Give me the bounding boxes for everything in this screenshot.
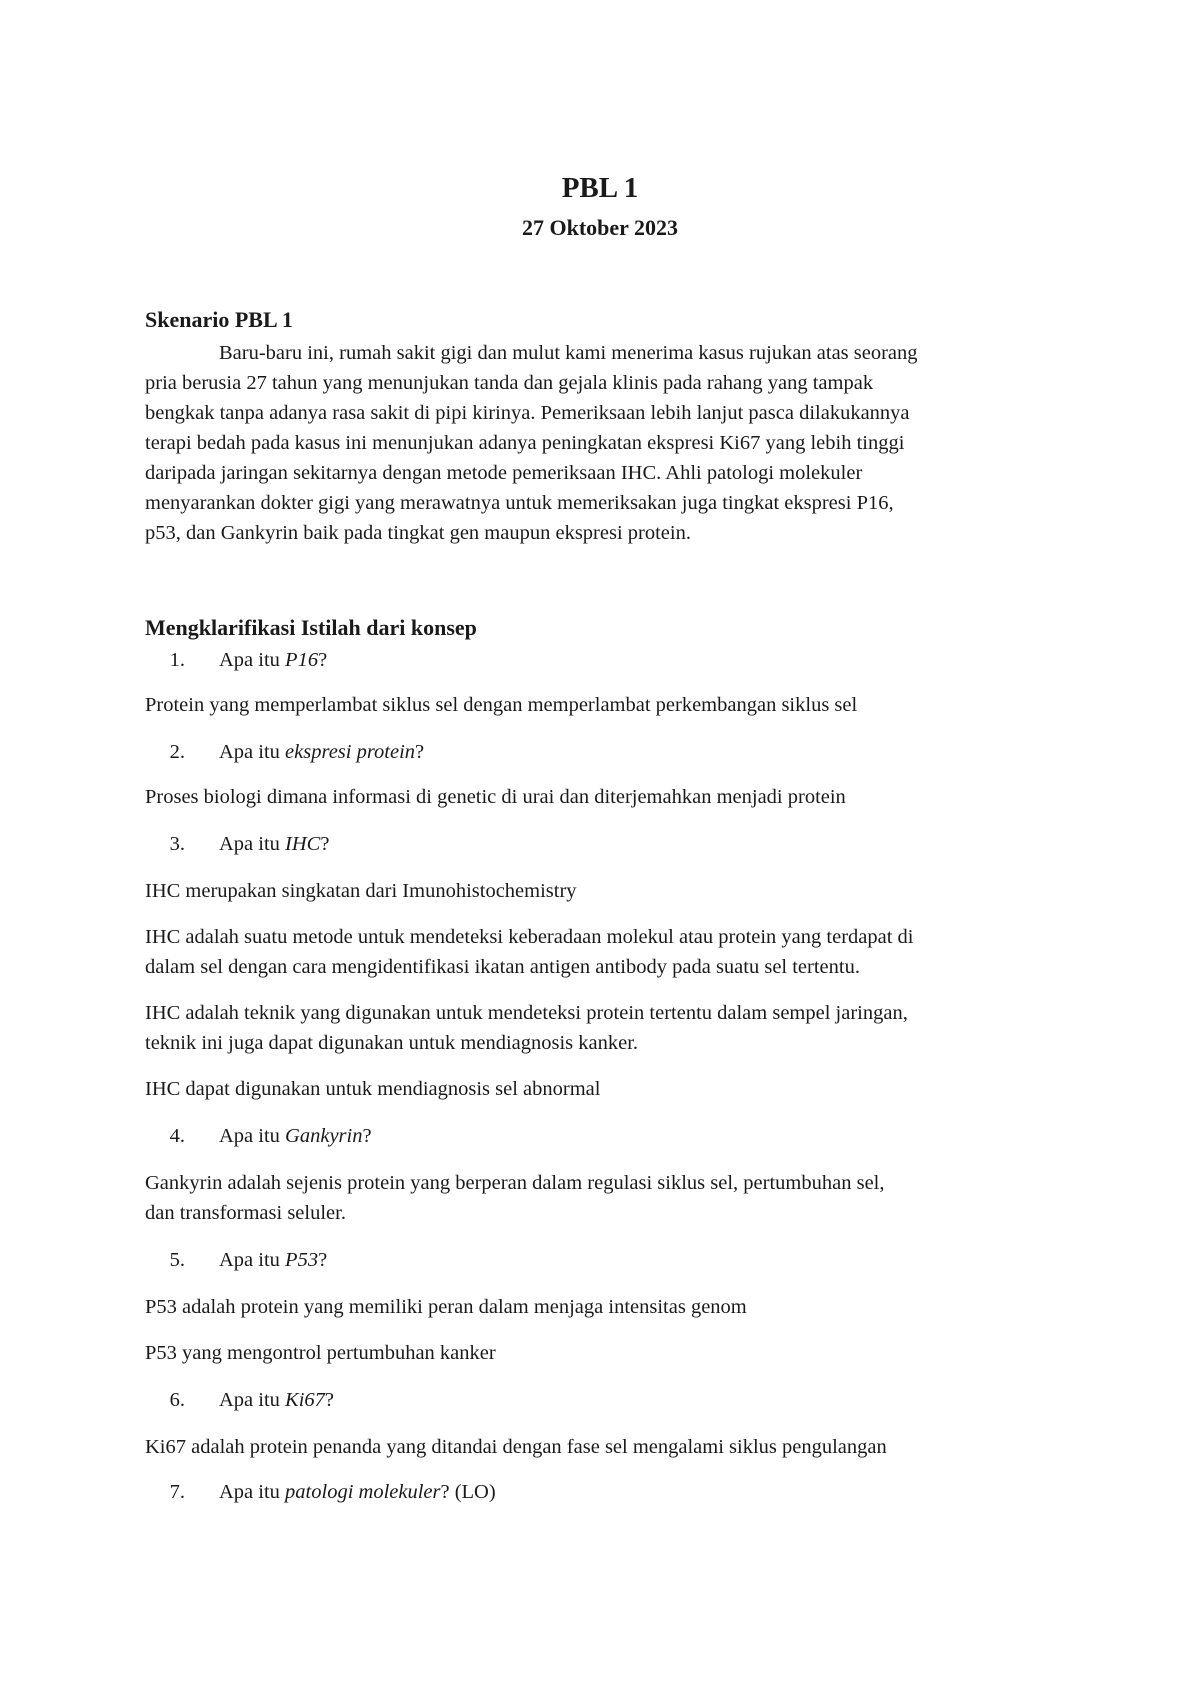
scenario-line: terapi bedah pada kasus ini menunjukan adanya peningkatan ekspresi Ki67 yang lebih tinggi <box>145 432 905 454</box>
answer-text: Protein yang memperlambat siklus sel dengan memperlambat perkembangan siklus sel <box>145 694 858 716</box>
answer-text: IHC dapat digunakan untuk mendiagnosis sel abnormal <box>145 1078 601 1100</box>
question-number: 5. <box>169 1249 185 1271</box>
question-item <box>145 1386 334 1414</box>
question-suffix: ? (LO) <box>440 1481 496 1503</box>
answer-text: P53 adalah protein yang memiliki peran dalam menjaga intensitas genom <box>145 1296 747 1318</box>
answer-line: IHC adalah suatu metode untuk mendeteksi keberadaan molekul atau protein yang terdapat di <box>145 926 914 948</box>
question-term: P53 <box>285 1249 319 1271</box>
question-number: 1. <box>169 649 185 671</box>
question-item <box>145 1246 327 1274</box>
answer-text: Ki67 adalah protein penanda yang ditandai dengan fase sel mengalami siklus pengulangan <box>145 1436 887 1458</box>
question-term: P16 <box>285 649 319 671</box>
question-term: Gankyrin <box>285 1125 363 1147</box>
answer-line: Gankyrin adalah sejenis protein yang berperan dalam regulasi siklus sel, pertumbuhan sel, <box>145 1172 885 1194</box>
question-term: ekspresi protein <box>285 741 416 763</box>
question-suffix: ? <box>324 1389 335 1411</box>
question-term: Ki67 <box>285 1389 325 1411</box>
question-number: 2. <box>169 741 185 763</box>
scenario-line: Baru-baru ini, rumah sakit gigi dan mulut kami menerima kasus rujukan atas seorang <box>219 342 918 364</box>
question-prefix: Apa itu <box>219 1481 286 1503</box>
answer-paragraph <box>145 922 914 982</box>
question-number: 3. <box>169 833 185 855</box>
question-item <box>145 830 329 858</box>
scenario-paragraph <box>145 338 1085 548</box>
answer-text: IHC merupakan singkatan dari Imunohistochemistry <box>145 880 577 902</box>
question-suffix: ? <box>318 649 328 671</box>
scenario-heading: Skenario PBL 1 <box>145 307 293 332</box>
document-date: 27 Oktober 2023 <box>521 215 679 240</box>
answer-paragraph <box>145 1168 885 1228</box>
question-number: 6. <box>169 1389 185 1411</box>
answer-line: dalam sel dengan cara mengidentifikasi ikatan antigen antibody pada suatu sel tertentu. <box>145 956 860 978</box>
question-suffix: ? <box>415 741 425 763</box>
scenario-line: menyarankan dokter gigi yang merawatnya untuk memeriksakan juga tingkat ekspresi P16, <box>145 492 894 514</box>
question-term: IHC <box>285 833 321 855</box>
scenario-line: daripada jaringan sekitarnya dengan metode pemeriksaan IHC. Ahli patologi molekuler <box>145 462 863 484</box>
question-prefix: Apa itu <box>219 741 286 763</box>
question-number: 4. <box>169 1125 185 1147</box>
question-item <box>145 1122 372 1150</box>
answer-text: Proses biologi dimana informasi di genetic di urai dan diterjemahkan menjadi protein <box>145 786 846 808</box>
question-suffix: ? <box>318 1249 328 1271</box>
answer-text: P53 yang mengontrol pertumbuhan kanker <box>145 1342 496 1364</box>
question-prefix: Apa itu <box>219 1125 286 1147</box>
question-number: 7. <box>169 1481 185 1503</box>
answer-paragraph <box>145 998 908 1058</box>
question-suffix: ? <box>362 1125 372 1147</box>
answer-line: dan transformasi seluler. <box>145 1202 346 1224</box>
question-prefix: Apa itu <box>219 833 286 855</box>
document-title: PBL 1 <box>561 172 639 204</box>
question-item <box>145 1478 496 1506</box>
scenario-line: bengkak tanpa adanya rasa sakit di pipi kirinya. Pemeriksaan lebih lanjut pasca dilakukannya <box>145 402 910 424</box>
question-term: patologi molekuler <box>285 1481 441 1503</box>
clarify-heading: Mengklarifikasi Istilah dari konsep <box>145 615 477 640</box>
question-prefix: Apa itu <box>219 1249 286 1271</box>
scenario-line: p53, dan Gankyrin baik pada tingkat gen maupun ekspresi protein. <box>145 522 691 544</box>
question-item <box>145 646 327 674</box>
scenario-line: pria berusia 27 tahun yang menunjukan tanda dan gejala klinis pada rahang yang tampak <box>145 372 874 394</box>
question-prefix: Apa itu <box>219 649 286 671</box>
question-suffix: ? <box>320 833 330 855</box>
question-prefix: Apa itu <box>219 1389 286 1411</box>
question-item <box>145 738 424 766</box>
answer-line: IHC adalah teknik yang digunakan untuk mendeteksi protein tertentu dalam sempel jaringan, <box>145 1002 908 1024</box>
answer-line: teknik ini juga dapat digunakan untuk mendiagnosis kanker. <box>145 1032 639 1054</box>
